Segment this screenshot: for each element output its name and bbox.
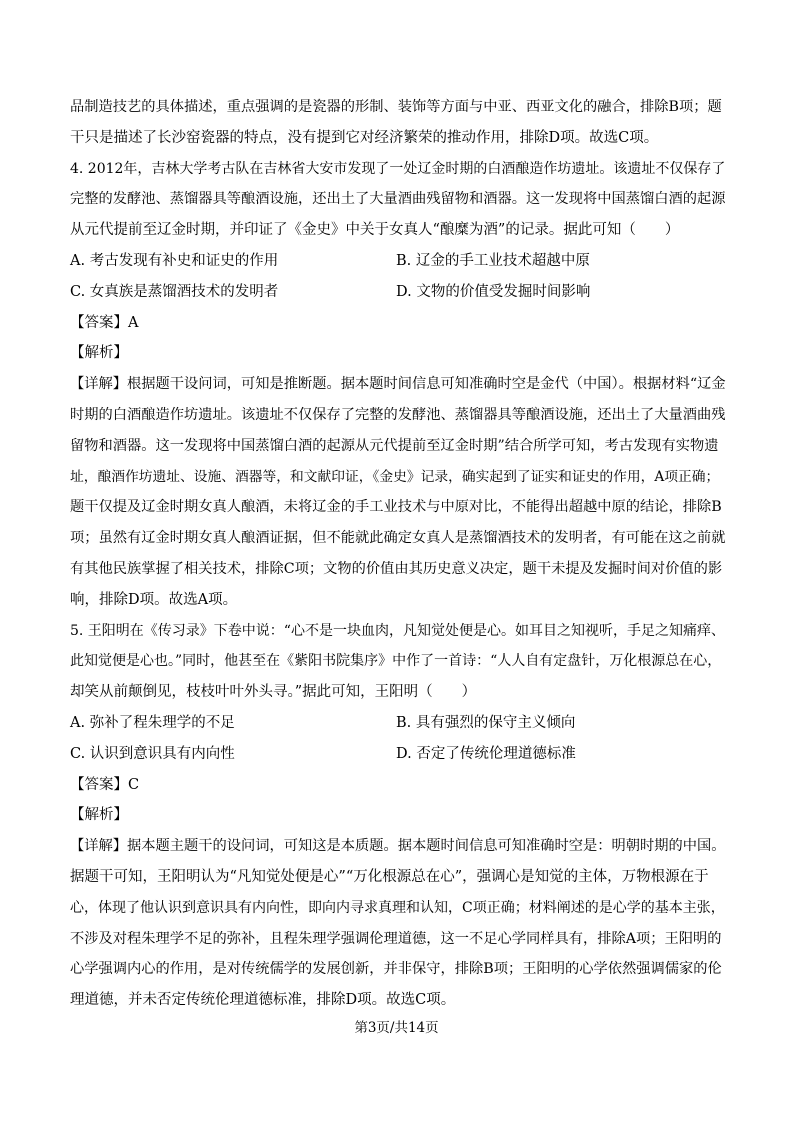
question-4-detail: 时期的白酒酿造作坊遗址。该遗址不仅保存了完整的发酵池、蒸馏器具等酿酒设施，还出土了大量酒曲残	[70, 406, 726, 423]
option-d: D. 否定了传统伦理道德标准	[396, 745, 576, 762]
question-5-detail: 据题干可知，王阳明认为“凡知觉处便是心”“万化根源总在心”，强调心是知觉的主体，万物根源在于	[70, 868, 709, 885]
option-c: C. 认识到意识具有内向性	[70, 745, 235, 762]
question-5-analysis-title: 【解析】	[70, 807, 128, 824]
question-5-detail: 理道德，并未否定传统伦理道德标准，排除D项。故选C项。	[70, 992, 456, 1009]
question-4-stem: 完整的发酵池、蒸馏器具等酿酒设施，还出土了大量酒曲残留物和酒器。这一发现将中国蒸馏白酒的起源	[70, 191, 726, 208]
page-content	[70, 92, 726, 1016]
question-5-options-row-2	[70, 739, 726, 770]
question-4-detail: 址，酿酒作坊遗址、设施、酒器等，和文献印证，《金史》记录，确实起到了证实和证史的作用，A项正确；	[70, 468, 720, 485]
question-4-analysis-title: 【解析】	[70, 345, 128, 362]
option-b: B. 具有强烈的保守主义倾向	[396, 714, 576, 731]
question-4-stem: 4. 2012年，吉林大学考古队在吉林省大安市发现了一处辽金时期的白酒酿造作坊遗址。该遗址不仅保存了	[70, 160, 726, 177]
question-4-detail: 项；虽然有辽金时期女真人酿酒证据，但不能就此确定女真人是蒸馏酒技术的发明者，有可能在这之前就	[70, 530, 726, 547]
question-4-stem: 从元代提前至辽金时期，并印证了《金史》中关于女真人“酿糜为酒”的记录。据此可知（ ）	[70, 222, 680, 239]
option-a: A. 考古发现有补史和证史的作用	[70, 252, 279, 269]
question-4-options-row-1	[70, 246, 726, 277]
question-5-stem: 5. 王阳明在《传习录》下卷中说：“心不是一块血肉，凡知觉处便是心。如耳目之知视听，手足之知痛痒、	[70, 622, 725, 639]
question-4-detail: 有其他民族掌握了相关技术，排除C项；文物的价值由其历史意义决定，题干未提及发掘时间对价值的影	[70, 560, 723, 577]
question-4-detail: 响，排除D项。故选A项。	[70, 591, 238, 608]
question-5-detail: 心，体现了他认识到意识具有内向性，即向内寻求真理和认知，C项正确；材料阐述的是心学的基本主张，	[70, 899, 725, 916]
question-4-detail: 留物和酒器。这一发现将中国蒸馏白酒的起源从元代提前至辽金时期”结合所学可知，考古发现有实物遗	[70, 437, 719, 454]
question-5-detail: 不涉及对程朱理学不足的弥补，且程朱理学强调伦理道德，这一不足心学同样具有，排除A项；王阳明的	[70, 930, 722, 947]
question-4-answer: 【答案】A	[70, 314, 139, 331]
question-5-options-row-1	[70, 708, 726, 739]
question-5-detail: 【详解】据本题主题干的设问词，可知这是本质题。据本题时间信息可知准确时空是：明朝时期的中国。	[70, 838, 726, 855]
option-b: B. 辽金的手工业技术超越中原	[396, 252, 590, 269]
question-4-detail: 题干仅提及辽金时期女真人酿酒，未将辽金的手工业技术与中原对比，不能得出超越中原的结论，排除B	[70, 499, 722, 516]
option-d: D. 文物的价值受发掘时间影响	[396, 283, 591, 300]
option-c: C. 女真族是蒸馏酒技术的发明者	[70, 283, 279, 300]
page-footer: 第3页/共14页	[354, 1020, 439, 1036]
question-5-answer: 【答案】C	[70, 776, 140, 793]
text-line: 品制造技艺的具体描述，重点强调的是瓷器的形制、装饰等方面与中亚、西亚文化的融合，排除B项；题	[70, 99, 722, 115]
question-5-stem: 此知觉便是心也。”同时，他甚至在《紫阳书院集序》中作了一首诗：“人人自有定盘针，万化根源总在心，	[70, 653, 722, 670]
text-line: 干只是描述了长沙窑瓷器的特点，没有提到它对经济繁荣的推动作用，排除D项。故选C项。	[70, 129, 659, 146]
question-5-stem: 却笑从前颠倒见，枝枝叶叶外头寻。”据此可知，王阳明（ ）	[70, 684, 477, 701]
question-4-detail: 【详解】根据题干设问词，可知是推断题。据本题时间信息可知准确时空是金代（中国）。根据材料“辽金	[70, 376, 726, 393]
question-5-detail: 心学强调内心的作用，是对传统儒学的发展创新，并非保守，排除B项；王阳明的心学依然强调儒家的伦	[70, 961, 722, 978]
option-a: A. 弥补了程朱理学的不足	[70, 714, 235, 731]
question-4-options-row-2	[70, 277, 726, 308]
